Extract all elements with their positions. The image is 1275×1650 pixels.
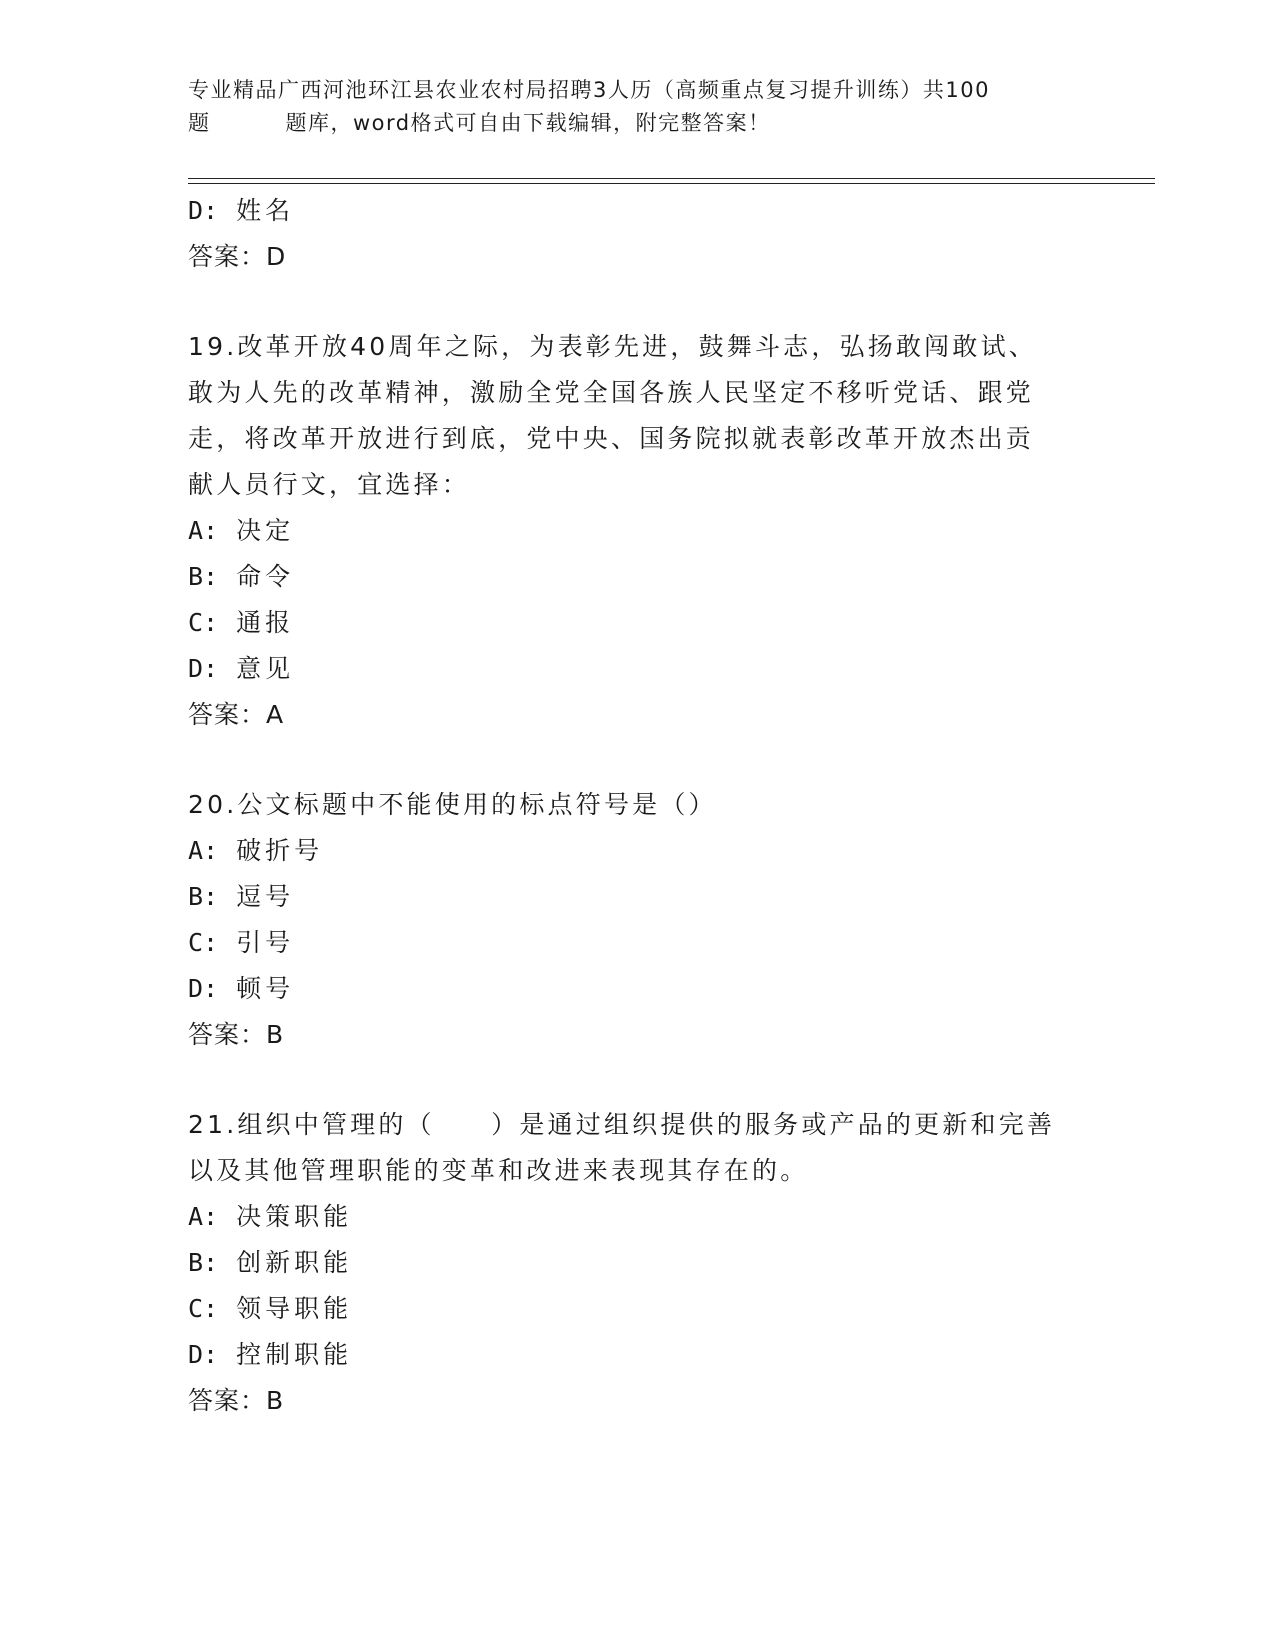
option-a (188, 828, 1088, 874)
question-text-line: 21.组织中管理的（ ）是通过组织提供的服务或产品的更新和完善 (188, 1110, 1056, 1139)
option-a (188, 1194, 1088, 1240)
question-text-line: 献人员行文，宜选择： (188, 470, 471, 499)
option-d (188, 188, 1088, 234)
option-letter: D: (188, 654, 219, 683)
option-letter: A: (188, 836, 219, 865)
answer-line: 答案：A (188, 700, 285, 729)
option-d (188, 646, 1088, 692)
option-text: 创新职能 (236, 1248, 353, 1277)
option-letter: D: (188, 196, 219, 225)
option-letter: C: (188, 608, 219, 637)
header-title-line-1: 专业精品广西河池环江县农业农村局招聘3人历（高频重点复习提升训练）共100 (188, 78, 990, 102)
option-b (188, 1240, 1088, 1286)
option-b (188, 554, 1088, 600)
option-letter: A: (188, 1202, 219, 1231)
option-letter: D: (188, 974, 219, 1003)
header-title-line-2-right: 题库，word格式可自由下载编辑，附完整答案！ (285, 111, 771, 135)
document-header (188, 74, 1108, 140)
answer-line: 答案：D (188, 242, 287, 271)
option-letter: B: (188, 1248, 219, 1277)
option-letter: B: (188, 562, 219, 591)
answer-line: 答案：B (188, 1020, 285, 1049)
option-letter: A: (188, 516, 219, 545)
option-letter: B: (188, 882, 219, 911)
document-body (188, 188, 1088, 1424)
question-21 (188, 1102, 1088, 1424)
question-text-line: 20.公文标题中不能使用的标点符号是（） (188, 790, 717, 819)
option-c (188, 920, 1088, 966)
option-text: 通报 (236, 608, 295, 637)
question-text-line: 以及其他管理职能的变革和改进来表现其存在的。 (188, 1156, 809, 1185)
option-text: 顿号 (236, 974, 295, 1003)
option-text: 领导职能 (236, 1294, 353, 1323)
option-b (188, 874, 1088, 920)
option-text: 姓名 (236, 196, 295, 225)
header-title-line-2 (188, 107, 1108, 140)
previous-question-tail (188, 188, 1088, 280)
option-text: 控制职能 (236, 1340, 353, 1369)
header-title-line-2-left: 题 (188, 111, 211, 135)
option-c (188, 1286, 1088, 1332)
option-text: 决策职能 (236, 1202, 353, 1231)
question-20 (188, 782, 1088, 1058)
option-c (188, 600, 1088, 646)
option-a (188, 508, 1088, 554)
question-19 (188, 324, 1088, 738)
option-text: 决定 (236, 516, 295, 545)
option-letter: C: (188, 1294, 219, 1323)
option-letter: C: (188, 928, 219, 957)
option-text: 破折号 (236, 836, 324, 865)
header-divider-bottom (188, 183, 1155, 184)
option-text: 逗号 (236, 882, 295, 911)
question-text-line: 走，将改革开放进行到底，党中央、国务院拟就表彰改革开放杰出贡 (188, 424, 1035, 453)
question-text-line: 19.改革开放40周年之际，为表彰先进，鼓舞斗志，弘扬敢闯敢试、 (188, 332, 1037, 361)
option-d (188, 1332, 1088, 1378)
option-d (188, 966, 1088, 1012)
option-letter: D: (188, 1340, 219, 1369)
answer-line: 答案：B (188, 1386, 285, 1415)
option-text: 引号 (236, 928, 295, 957)
question-text-line: 敢为人先的改革精神，激励全党全国各族人民坚定不移听党话、跟党 (188, 378, 1035, 407)
header-divider-top (188, 178, 1155, 179)
option-text: 意见 (236, 654, 295, 683)
option-text: 命令 (236, 562, 295, 591)
